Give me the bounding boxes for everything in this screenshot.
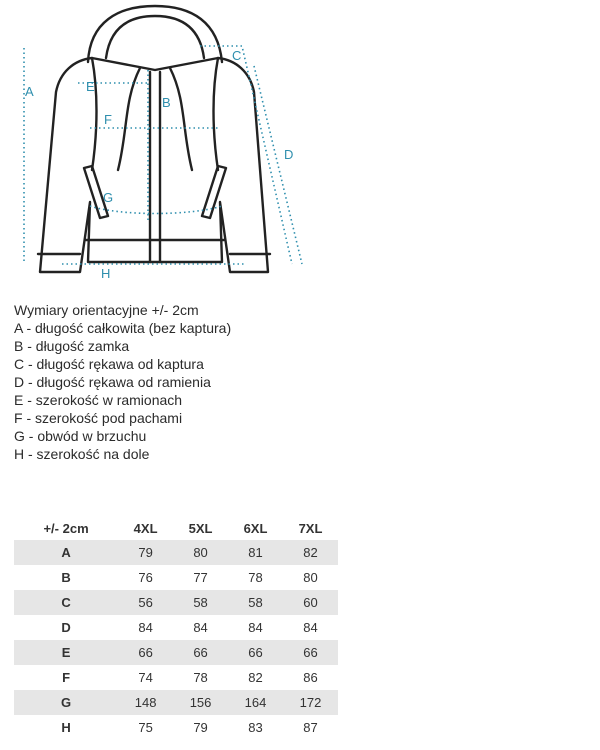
row-label: G — [14, 690, 118, 715]
table-cell: 148 — [118, 690, 173, 715]
table-cell: 79 — [118, 540, 173, 565]
table-cell: 78 — [173, 665, 228, 690]
table-row — [14, 565, 338, 590]
hoodie-measurement-diagram — [0, 0, 330, 295]
legend-item: E - szerokość w ramionach — [14, 392, 183, 408]
table-cell: 66 — [118, 640, 173, 665]
table-cell: 84 — [173, 615, 228, 640]
letter-e: E — [86, 79, 95, 94]
table-row — [14, 540, 338, 565]
table-cell: 86 — [283, 665, 338, 690]
letter-f: F — [104, 112, 112, 127]
table-cell: 84 — [283, 615, 338, 640]
table-cell: 66 — [228, 640, 283, 665]
corner-label: +/- 2cm — [43, 520, 89, 536]
dimension-lines — [24, 46, 302, 264]
row-label: H — [14, 715, 118, 740]
table-cell: 82 — [283, 540, 338, 565]
table-cell: 56 — [118, 590, 173, 615]
measurement-legend — [14, 301, 231, 463]
table-cell: 79 — [173, 715, 228, 740]
legend-item: F - szerokość pod pachami — [14, 410, 183, 426]
table-cell: 76 — [118, 565, 173, 590]
table-cell: 58 — [173, 590, 228, 615]
legend-item: G - obwód w brzuchu — [14, 428, 147, 444]
row-label: A — [14, 540, 118, 565]
table-row — [14, 690, 338, 715]
letter-h: H — [101, 266, 111, 281]
size-table-header — [14, 516, 338, 540]
letter-d: D — [284, 147, 294, 162]
table-cell: 84 — [118, 615, 173, 640]
table-cell: 81 — [228, 540, 283, 565]
table-cell: 87 — [283, 715, 338, 740]
legend-title: Wymiary orientacyjne +/- 2cm — [14, 302, 199, 318]
row-label: E — [14, 640, 118, 665]
table-row — [14, 615, 338, 640]
letter-c: C — [232, 48, 242, 63]
row-label: C — [14, 590, 118, 615]
legend-item: B - długość zamka — [14, 338, 130, 354]
table-cell: 78 — [228, 565, 283, 590]
table-cell: 58 — [228, 590, 283, 615]
size-table — [14, 516, 338, 740]
table-cell: 75 — [118, 715, 173, 740]
table-cell: 84 — [228, 615, 283, 640]
legend-item: C - długość rękawa od kaptura — [14, 356, 204, 372]
table-cell: 66 — [283, 640, 338, 665]
table-cell: 80 — [173, 540, 228, 565]
table-cell: 82 — [228, 665, 283, 690]
table-cell: 66 — [173, 640, 228, 665]
row-label: B — [14, 565, 118, 590]
table-cell: 74 — [118, 665, 173, 690]
letter-g: G — [103, 190, 114, 205]
table-cell: 77 — [173, 565, 228, 590]
column-header: 4XL — [133, 520, 158, 536]
hoodie-outline — [38, 6, 270, 272]
row-label: F — [14, 665, 118, 690]
legend-item: H - szerokość na dole — [14, 446, 150, 462]
row-label: D — [14, 615, 118, 640]
table-cell: 80 — [283, 565, 338, 590]
table-cell: 156 — [173, 690, 228, 715]
table-row — [14, 590, 338, 615]
table-cell: 164 — [228, 690, 283, 715]
table-cell: 83 — [228, 715, 283, 740]
column-header: 7XL — [298, 520, 323, 536]
column-header: 6XL — [243, 520, 268, 536]
table-cell: 172 — [283, 690, 338, 715]
table-row — [14, 665, 338, 690]
table-row — [14, 715, 338, 740]
letter-a: A — [25, 84, 34, 99]
table-row — [14, 640, 338, 665]
column-header: 5XL — [188, 520, 213, 536]
table-cell: 60 — [283, 590, 338, 615]
legend-item: A - długość całkowita (bez kaptura) — [14, 320, 232, 336]
legend-item: D - długość rękawa od ramienia — [14, 374, 211, 390]
letter-b: B — [162, 95, 171, 110]
